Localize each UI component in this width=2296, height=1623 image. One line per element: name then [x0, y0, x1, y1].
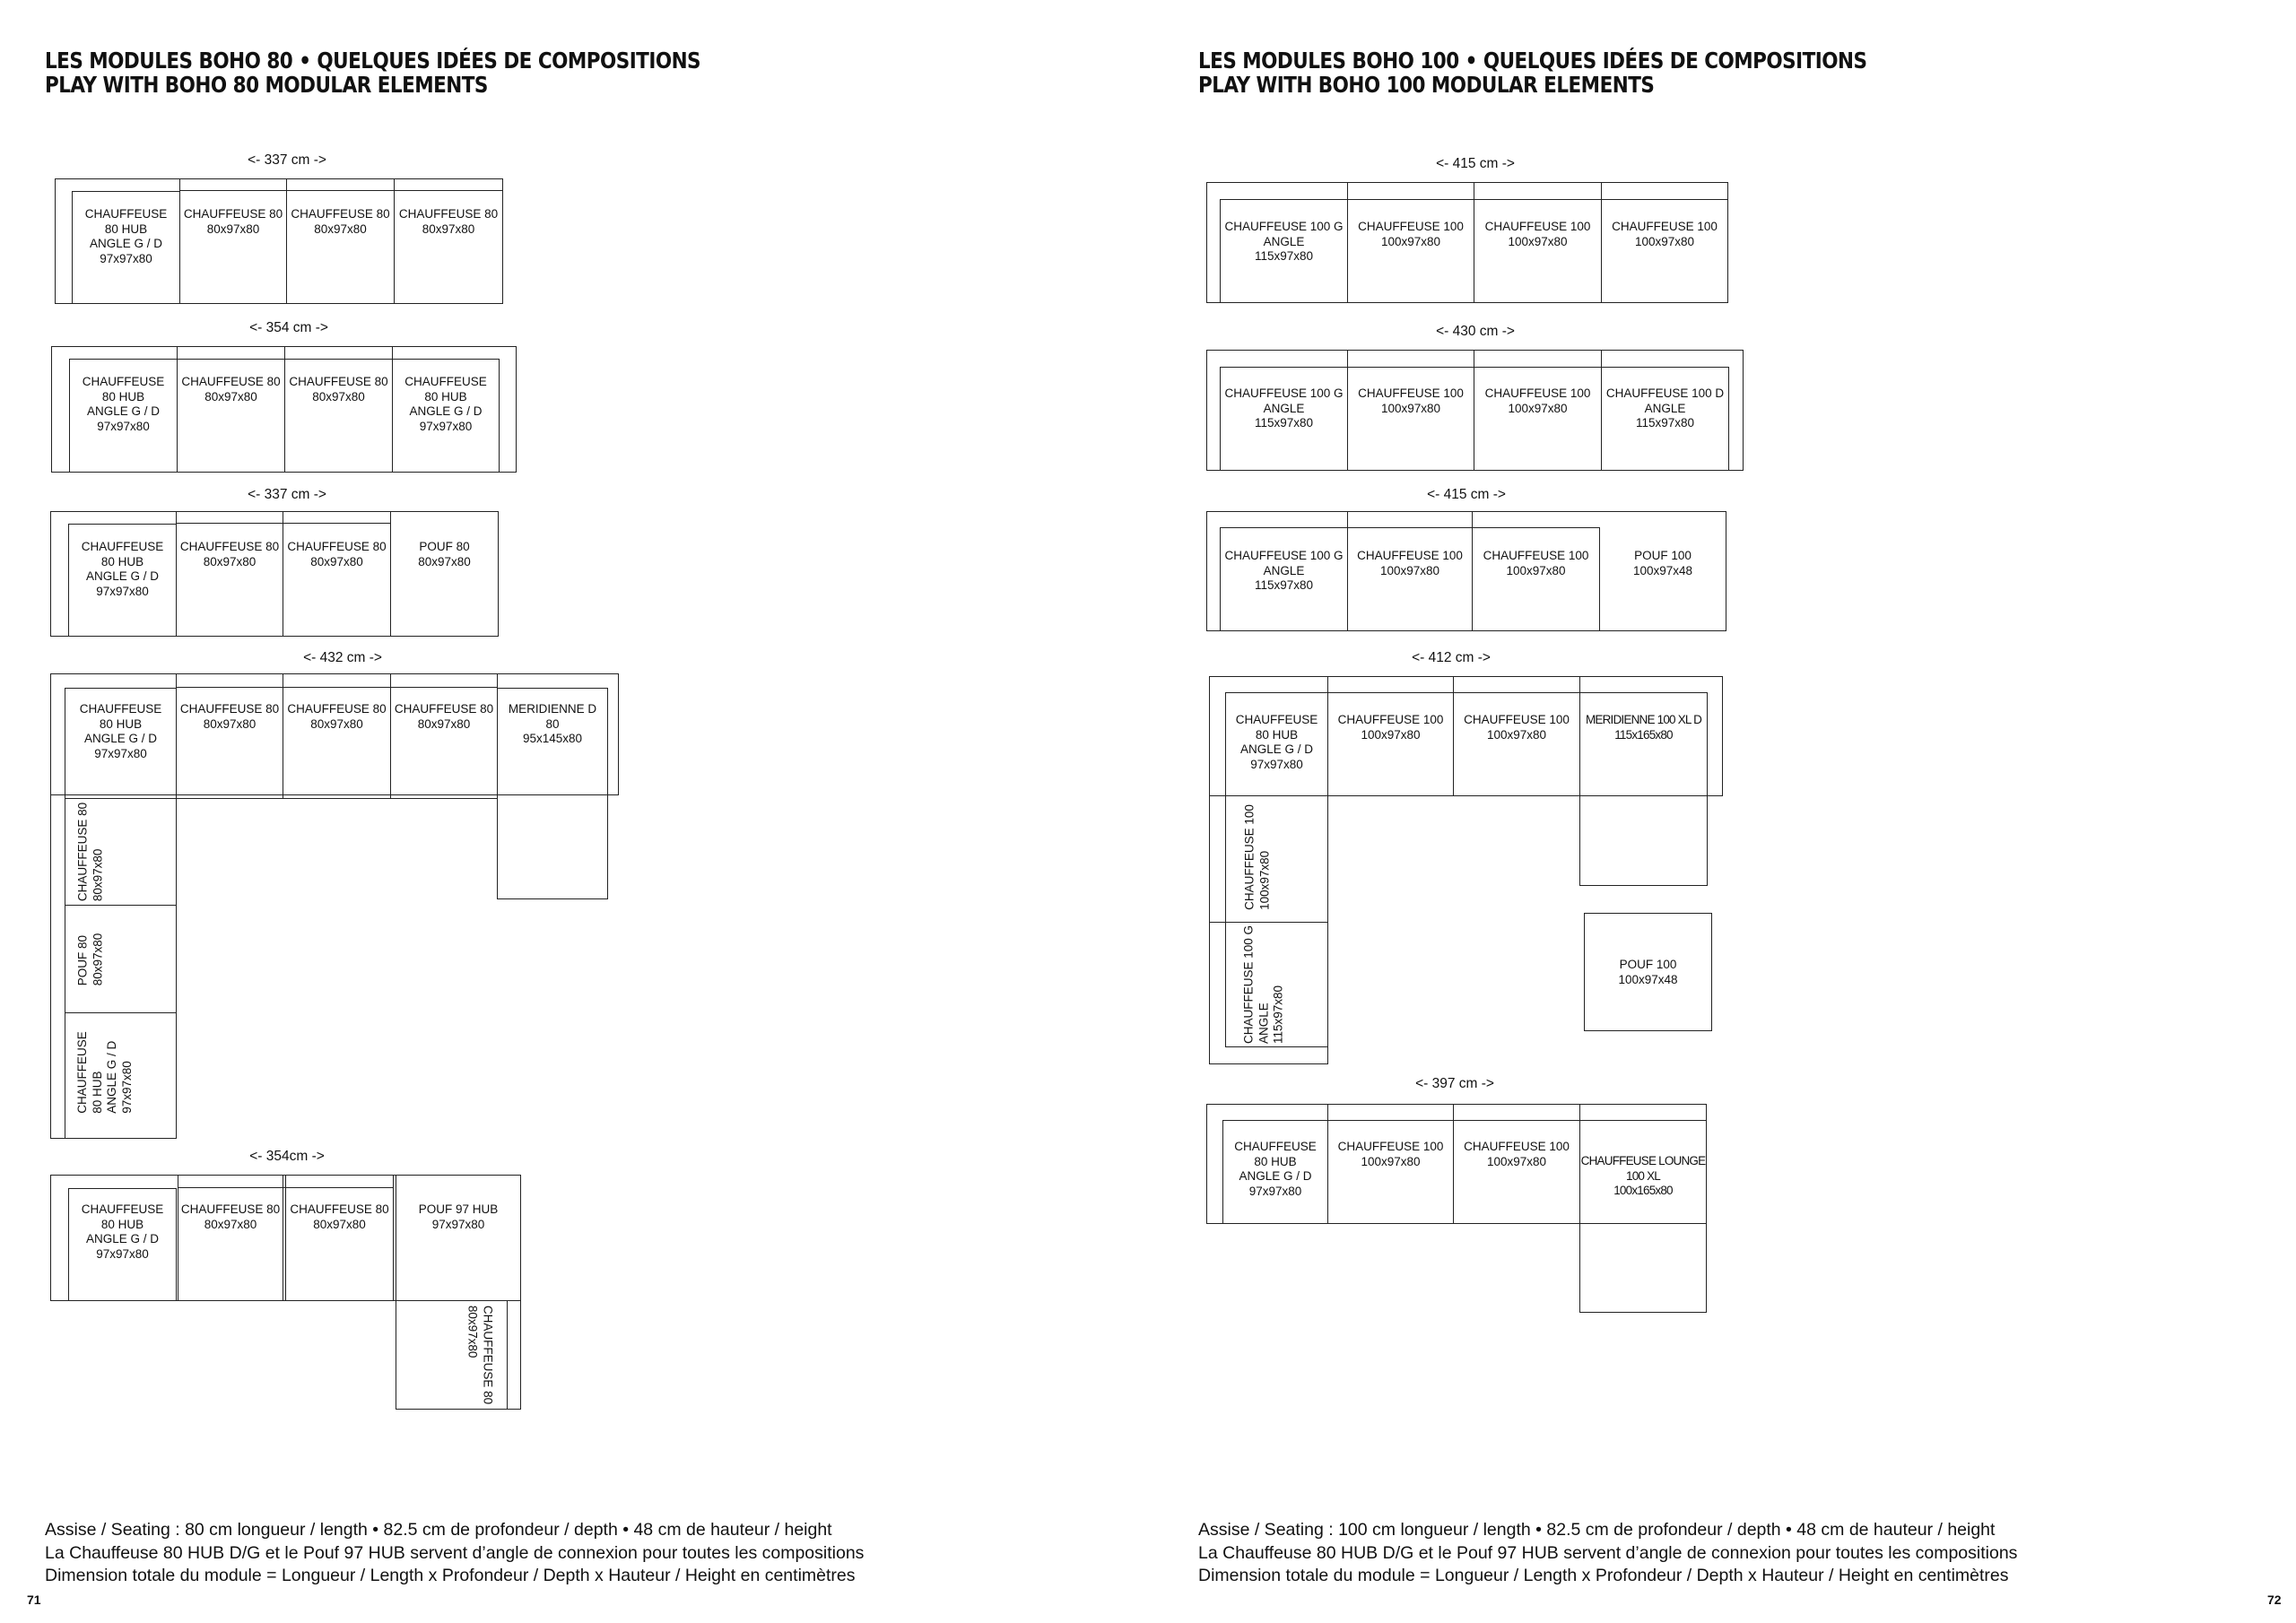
- backrest: [1347, 511, 1473, 528]
- right-footnotes: [1198, 1519, 2017, 1588]
- module-label: POUF 80 80x97x80: [75, 933, 104, 986]
- module-label: CHAUFFEUSE 80 HUB ANGLE G / D 97x97x80: [75, 1031, 134, 1114]
- module-label: CHAUFFEUSE 100 100x97x80: [1357, 549, 1463, 577]
- module-label: CHAUFFEUSE 80 80x97x80: [181, 375, 281, 404]
- module: [286, 178, 395, 304]
- backrest: [1347, 350, 1602, 368]
- backrest: [178, 1175, 394, 1188]
- module-label: CHAUFFEUSE 80 HUB ANGLE G / D 97x97x80: [404, 375, 487, 433]
- module-label: POUF 97 HUB 97x97x80: [418, 1202, 499, 1231]
- left-title: [45, 48, 700, 97]
- module-label: CHAUFFEUSE 100 100x97x80: [1484, 220, 1591, 248]
- backrest: [1327, 676, 1580, 693]
- backrest: [176, 673, 498, 688]
- module: [176, 673, 283, 799]
- left-title-line2: PLAY WITH BOHO 80 MODULAR ELEMENTS: [45, 72, 488, 98]
- module-label: CHAUFFEUSE 100 G ANGLE 115x97x80: [1224, 549, 1344, 592]
- module-label: MERIDIENNE 100 XL D 115x165x80: [1585, 713, 1702, 742]
- module-label: CHAUFFEUSE 80 HUB ANGLE G / D 97x97x80: [84, 207, 168, 265]
- module-label: POUF 100 100x97x48: [1618, 958, 1678, 986]
- module-label: CHAUFFEUSE 80 HUB ANGLE G / D 97x97x80: [82, 375, 165, 433]
- module-label: CHAUFFEUSE 100 G ANGLE 115x97x80: [1224, 220, 1344, 263]
- module-label: CHAUFFEUSE 100 G ANGLE 115x97x80: [1224, 386, 1344, 430]
- module-label: CHAUFFEUSE 80 80x97x80: [183, 207, 283, 236]
- module-label: CHAUFFEUSE 100 D ANGLE 115x97x80: [1605, 386, 1725, 430]
- module-label: CHAUFFEUSE 80 80x97x80: [180, 1202, 281, 1231]
- module-label: CHAUFFEUSE 80 80x97x80: [287, 540, 387, 568]
- module-label: CHAUFFEUSE 80 80x97x80: [290, 1202, 389, 1231]
- dimension-label: <- 337 cm ->: [248, 152, 326, 168]
- module: [390, 673, 498, 799]
- module-label: CHAUFFEUSE 100 100x97x80: [1358, 220, 1464, 248]
- module-label: CHAUFFEUSE 80 80x97x80: [291, 207, 390, 236]
- module-label: CHAUFFEUSE 80 80x97x80: [394, 702, 494, 731]
- module-label: CHAUFFEUSE 80 80x97x80: [179, 540, 280, 568]
- backrest: [507, 1300, 521, 1410]
- module: [285, 1175, 394, 1301]
- module-label: POUF 80 80x97x80: [418, 540, 471, 568]
- module-label: CHAUFFEUSE 100 100x97x80: [1464, 1140, 1570, 1168]
- module: [178, 1175, 283, 1301]
- module-label: CHAUFFEUSE 80 80x97x80: [466, 1305, 495, 1405]
- module-label: CHAUFFEUSE 80 HUB ANGLE G / D 97x97x80: [1235, 713, 1318, 771]
- module: [396, 1175, 521, 1301]
- footnote-line: Assise / Seating : 80 cm longueur / length • 82.5 cm de profondeur / depth • 48 cm de hauteur / height: [45, 1520, 832, 1540]
- dimension-label: <- 415 cm ->: [1427, 487, 1506, 502]
- dimension-label: <- 354 cm ->: [249, 320, 328, 335]
- footnote-line: La Chauffeuse 80 HUB D/G et le Pouf 97 HUB servent d’angle de connexion pour toutes les compositions: [45, 1542, 865, 1563]
- left-footnotes: [45, 1519, 864, 1588]
- module-label: CHAUFFEUSE 100 100x97x80: [1242, 804, 1271, 910]
- dimension-label: <- 412 cm ->: [1412, 650, 1491, 665]
- module-label: CHAUFFEUSE 100 100x97x80: [1337, 1140, 1444, 1168]
- module: [177, 346, 285, 473]
- footnote-line: Assise / Seating : 100 cm longueur / length • 82.5 cm de profondeur / depth • 48 cm de hauteur / height: [1198, 1520, 1996, 1540]
- backrest: [179, 178, 503, 191]
- module-label: CHAUFFEUSE 80 80x97x80: [287, 702, 387, 731]
- module: [283, 511, 391, 637]
- module-label: CHAUFFEUSE 100 100x97x80: [1484, 386, 1591, 415]
- module-label: CHAUFFEUSE 100 100x97x80: [1464, 713, 1570, 742]
- module-label: CHAUFFEUSE 80 HUB ANGLE G / D 97x97x80: [81, 540, 164, 598]
- module-label: CHAUFFEUSE 100 100x97x80: [1483, 549, 1589, 577]
- dimension-label: <- 397 cm ->: [1415, 1076, 1494, 1091]
- right-title-line1: LES MODULES BOHO 100 • QUELQUES IDÉES DE COMPOSITIONS: [1198, 48, 1867, 74]
- backrest: [176, 511, 391, 524]
- page-number: 72: [2267, 1593, 2282, 1607]
- dimension-label: <- 430 cm ->: [1436, 324, 1515, 339]
- module: [179, 178, 287, 304]
- page-number: 71: [27, 1593, 41, 1607]
- backrest: [1347, 182, 1728, 200]
- module-label: CHAUFFEUSE 80 80x97x80: [289, 375, 388, 404]
- module-label: CHAUFFEUSE 80 80x97x80: [75, 802, 104, 902]
- backrest: [1327, 1104, 1707, 1121]
- module-label: CHAUFFEUSE 100 100x97x80: [1358, 386, 1464, 415]
- dimension-label: <- 432 cm ->: [303, 650, 382, 665]
- dimension-label: <- 337 cm ->: [248, 487, 326, 502]
- module-label: CHAUFFEUSE 80 80x97x80: [179, 702, 280, 731]
- footnote-line: Dimension totale du module = Longueur / Length x Profondeur / Depth x Hauteur / Height en centimètres: [1198, 1566, 2009, 1585]
- module: [176, 511, 283, 637]
- module-label: CHAUFFEUSE 80 80x97x80: [398, 207, 499, 236]
- module: [396, 1300, 521, 1410]
- module: [394, 178, 503, 304]
- module: [283, 673, 391, 799]
- module-label: CHAUFFEUSE 80 HUB ANGLE G / D 97x97x80: [79, 702, 162, 760]
- footnote-line: Dimension totale du module = Longueur / Length x Profondeur / Depth x Hauteur / Height en centimètres: [45, 1566, 856, 1585]
- module-label: POUF 100 100x97x48: [1632, 549, 1693, 577]
- module: [1472, 527, 1600, 631]
- module-label: CHAUFFEUSE LOUNGE 100 XL 100x165x80: [1580, 1154, 1706, 1197]
- module: [284, 346, 393, 473]
- right-title: [1198, 48, 1866, 97]
- module-label: CHAUFFEUSE 100 100x97x80: [1337, 713, 1444, 742]
- module: [1579, 1120, 1707, 1313]
- module-label: CHAUFFEUSE 100 G ANGLE 115x97x80: [1241, 924, 1285, 1045]
- module-label: CHAUFFEUSE 80 HUB ANGLE G / D 97x97x80: [81, 1202, 164, 1261]
- left-title-line1: LES MODULES BOHO 80 • QUELQUES IDÉES DE COMPOSITIONS: [45, 48, 701, 74]
- dimension-label: <- 354cm ->: [249, 1149, 325, 1164]
- backrest: [177, 346, 393, 360]
- footnote-line: La Chauffeuse 80 HUB D/G et le Pouf 97 HUB servent d’angle de connexion pour toutes les compositions: [1198, 1542, 2018, 1563]
- module-label: MERIDIENNE D 80 95x145x80: [508, 702, 597, 745]
- module-label: CHAUFFEUSE 100 100x97x80: [1612, 220, 1718, 248]
- module-label: CHAUFFEUSE 80 HUB ANGLE G / D 97x97x80: [1234, 1140, 1317, 1198]
- dimension-label: <- 415 cm ->: [1436, 156, 1515, 171]
- right-title-line2: PLAY WITH BOHO 100 MODULAR ELEMENTS: [1198, 72, 1655, 98]
